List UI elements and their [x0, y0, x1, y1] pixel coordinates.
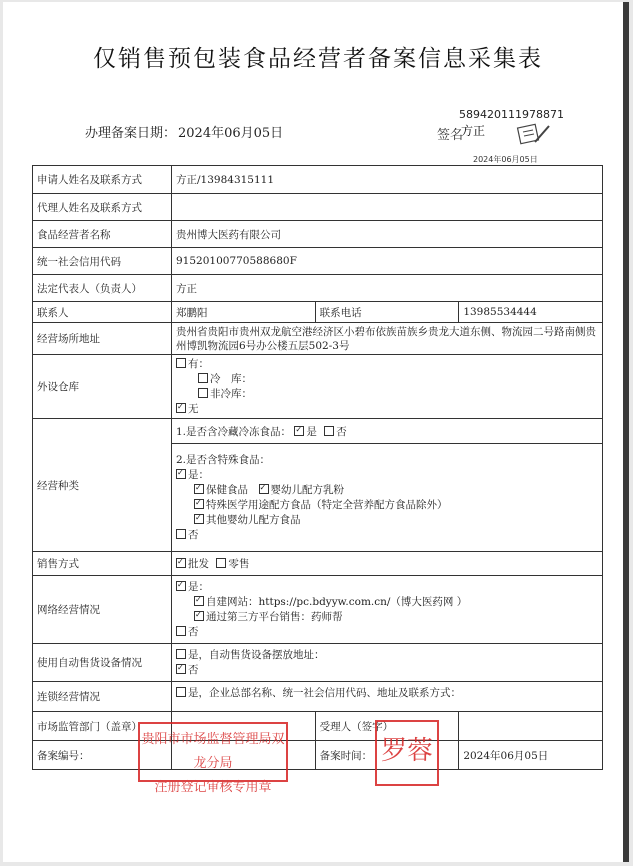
own-website-label: 自建网站：https://pc.bdyyw.com.cn/（博大医药网 ） — [206, 595, 468, 608]
row-applicant — [33, 166, 603, 194]
agent-label: 代理人姓名及联系方式 — [33, 194, 172, 221]
row-address — [33, 323, 603, 355]
frozen-food-no-label: 否 — [336, 425, 347, 438]
business-type-label: 经营种类 — [33, 419, 172, 552]
contact-phone-label: 联系电话 — [315, 302, 459, 323]
frozen-food-question: 1.是否含冷藏冷冻食品： — [176, 425, 292, 438]
online-no-label: 否 — [188, 625, 199, 638]
legal-rep-label: 法定代表人（负责人） — [33, 275, 172, 302]
vending-no-label: 否 — [188, 663, 199, 676]
business-type-q2 — [172, 444, 603, 552]
credit-code-label: 统一社会信用代码 — [33, 248, 172, 275]
vending-yes-checkbox[interactable] — [176, 649, 186, 659]
online-yes-label: 是： — [188, 580, 209, 593]
legal-rep-value: 方正 — [172, 275, 603, 302]
business-type-q1 — [172, 419, 603, 444]
special-food-question: 2.是否含特殊食品： — [176, 453, 271, 466]
non-cold-storage-checkbox[interactable] — [198, 388, 208, 398]
special-food-yes-label: 是： — [188, 468, 209, 481]
chain-yes-checkbox[interactable] — [176, 687, 186, 697]
wholesale-checkbox[interactable] — [176, 558, 186, 568]
operator-value: 贵州博大医药有限公司 — [172, 221, 603, 248]
chain-yes-label: 是，企业总部名称、统一社会信用代码、地址及联系方式： — [188, 687, 461, 699]
operator-label: 食品经营者名称 — [33, 221, 172, 248]
warehouse-options — [172, 355, 603, 419]
address-value: 贵州省贵阳市贵州双龙航空港经济区小碧布依族苗族乡贵龙大道东侧、物流园二号路南侧贵州博凯物流园6号办公楼五层502-3号 — [172, 323, 603, 355]
row-credit-code — [33, 248, 603, 275]
bureau-stamp-line1: 贵阳市市场监督管理局双龙分局 — [141, 732, 285, 771]
bureau-stamp-line2: 注册登记审核专用章 — [154, 780, 272, 795]
special-food-yes-checkbox[interactable] — [176, 469, 186, 479]
receiver-signature-cell — [459, 712, 603, 741]
contact-label: 联系人 — [33, 302, 172, 323]
health-food-checkbox[interactable] — [194, 484, 204, 494]
row-filing — [33, 741, 603, 770]
signature-area — [435, 102, 585, 172]
vending-options — [172, 644, 603, 682]
filing-time-value: 2024年06月05日 — [459, 741, 603, 770]
document-title: 仅销售预包装食品经营者备案信息采集表 — [93, 46, 543, 72]
warehouse-label: 外设仓库 — [33, 355, 172, 419]
other-infant-label: 其他婴幼儿配方食品 — [206, 513, 301, 526]
row-legal-rep — [33, 275, 603, 302]
non-cold-storage-label: 非冷库： — [210, 387, 252, 400]
own-website-checkbox[interactable] — [194, 596, 204, 606]
infant-formula-checkbox[interactable] — [259, 484, 269, 494]
chain-options — [172, 682, 603, 712]
special-food-no-checkbox[interactable] — [176, 529, 186, 539]
sales-options — [172, 552, 603, 576]
document-page — [3, 2, 629, 862]
row-operator — [33, 221, 603, 248]
row-business-type-q1 — [33, 419, 603, 444]
applicant-value: 方正/13984315111 — [172, 166, 603, 194]
signature-number: 589420111978871 — [459, 108, 564, 121]
third-party-checkbox[interactable] — [194, 611, 204, 621]
warehouse-yes-label: 有： — [188, 357, 209, 370]
filing-date-line — [83, 122, 283, 141]
signature-date: 2024年06月05日 — [473, 155, 538, 164]
special-food-no-label: 否 — [188, 528, 199, 541]
third-party-label: 通过第三方平台销售：药师帮 — [206, 610, 343, 623]
cold-storage-checkbox[interactable] — [198, 373, 208, 383]
address-label: 经营场所地址 — [33, 323, 172, 355]
cold-storage-label: 冷 库： — [210, 372, 252, 385]
row-sales — [33, 552, 603, 576]
row-contact — [33, 302, 603, 323]
health-food-label: 保健食品 — [206, 483, 248, 496]
online-yes-checkbox[interactable] — [176, 581, 186, 591]
filing-date-value: 2024年06月05日 — [178, 126, 284, 141]
filing-number-label: 备案编号： — [33, 741, 172, 770]
warehouse-no-checkbox[interactable] — [176, 403, 186, 413]
signature-name: 方正 — [461, 124, 486, 138]
warehouse-yes-checkbox[interactable] — [176, 358, 186, 368]
authority-label: 市场监管部门（盖章） — [33, 712, 172, 741]
credit-code-value: 91520100770588680F — [172, 248, 603, 275]
row-authority — [33, 712, 603, 741]
contact-name: 郑鹏阳 — [172, 302, 316, 323]
other-infant-checkbox[interactable] — [194, 514, 204, 524]
receiver-label: 受理人（签字） — [315, 712, 459, 741]
medical-food-label: 特殊医学用途配方食品（特定全营养配方食品除外） — [206, 498, 448, 511]
row-chain — [33, 682, 603, 712]
vending-no-checkbox[interactable] — [176, 664, 186, 674]
online-label: 网络经营情况 — [33, 576, 172, 644]
row-warehouse — [33, 355, 603, 419]
online-no-checkbox[interactable] — [176, 626, 186, 636]
vending-yes-label: 是，自动售货设备摆放地址： — [188, 648, 325, 661]
filing-date-label: 办理备案日期： — [85, 126, 177, 141]
medical-food-checkbox[interactable] — [194, 499, 204, 509]
sales-label: 销售方式 — [33, 552, 172, 576]
frozen-food-yes-checkbox[interactable] — [294, 426, 304, 436]
filing-form-table — [32, 165, 603, 770]
retail-label: 零售 — [228, 558, 250, 570]
applicant-label: 申请人姓名及联系方式 — [33, 166, 172, 194]
warehouse-no-label: 无 — [188, 402, 199, 415]
vending-label: 使用自动售货设备情况 — [33, 644, 172, 682]
row-agent — [33, 194, 603, 221]
retail-checkbox[interactable] — [216, 558, 226, 568]
wholesale-label: 批发 — [188, 558, 209, 570]
bureau-stamp — [138, 722, 288, 795]
row-online — [33, 576, 603, 644]
receiver-signature-stamp: 罗蓉 — [375, 720, 439, 786]
agent-value — [172, 194, 603, 221]
signature-pen-icon — [513, 120, 553, 148]
frozen-food-yes-label: 是 — [306, 425, 317, 438]
chain-label: 连锁经营情况 — [33, 682, 172, 712]
contact-phone: 13985534444 — [459, 302, 603, 323]
filing-time-label: 备案时间： — [315, 741, 459, 770]
signature-label: 签名 — [437, 128, 464, 143]
frozen-food-no-checkbox[interactable] — [324, 426, 334, 436]
online-options — [172, 576, 603, 644]
infant-formula-label: 婴幼儿配方乳粉 — [270, 483, 344, 496]
row-vending — [33, 644, 603, 682]
